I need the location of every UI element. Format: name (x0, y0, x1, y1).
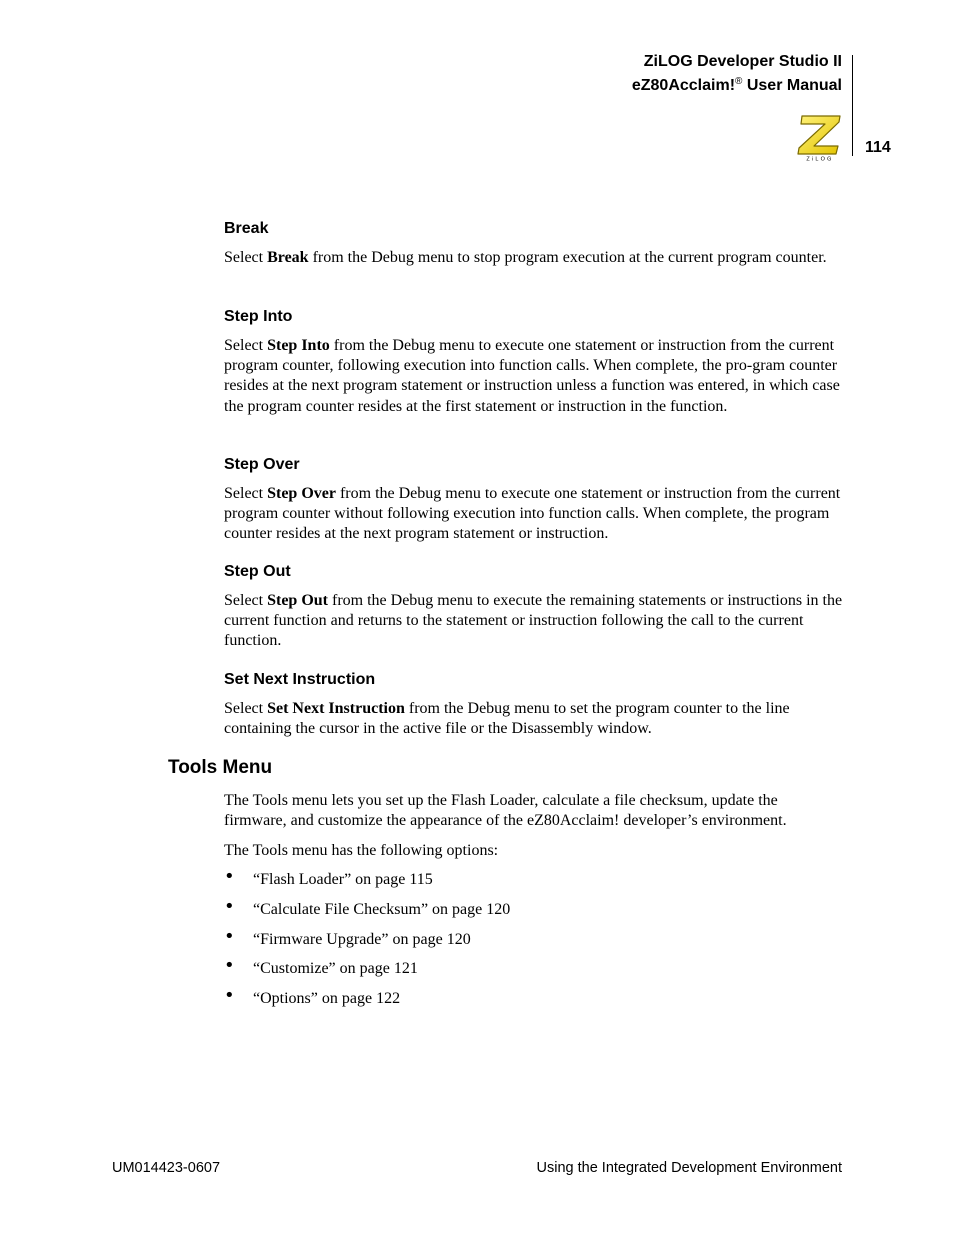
cross-reference-link[interactable]: “Customize” on page 121 (253, 960, 418, 977)
tools-menu-options-lead: The Tools menu has the following options: (224, 842, 499, 859)
header-divider (852, 55, 853, 156)
set-next-menu-item-ref: Set Next Instruction (267, 700, 405, 717)
step-into-menu-item-ref: Step Into (267, 337, 330, 354)
header-title-line2 (632, 72, 842, 96)
bullet-icon: • (224, 896, 235, 917)
step-over-paragraph: Select Step Over from the Debug menu to execute one statement or instruction from the current program counter without following execution into function calls. When complete, the program counter resides at the next program statement or instruction. (224, 485, 841, 543)
cross-reference-link[interactable]: “Flash Loader” on page 115 (253, 871, 433, 888)
step-over-heading: Step Over (224, 456, 300, 473)
step-out-paragraph: Select Step Out from the Debug menu to execute the remaining statements or instructions in the current function and returns to the statement or instruction following the call to the current function. (224, 592, 843, 650)
registered-mark: ® (735, 76, 743, 87)
tools-menu-heading: Tools Menu (168, 757, 273, 778)
cross-reference-link[interactable]: “Options” on page 122 (253, 990, 401, 1007)
step-out-heading: Step Out (224, 563, 291, 580)
break-paragraph: Select Break from the Debug menu to stop program execution at the current program counter. (224, 249, 827, 266)
page-number: 114 (865, 139, 891, 156)
break-menu-item-ref: Break (267, 249, 309, 266)
set-next-instruction-heading: Set Next Instruction (224, 671, 376, 688)
bullet-icon: • (224, 926, 235, 947)
zilog-logo-icon (796, 113, 844, 161)
cross-reference-link[interactable]: “Firmware Upgrade” on page 120 (253, 931, 471, 948)
bullet-icon: • (224, 955, 235, 976)
footer-doc-id: UM014423-0607 (112, 1160, 221, 1176)
logo-wordmark: ZiLOG (806, 156, 834, 161)
bullet-icon: • (224, 985, 235, 1006)
tools-menu-intro: The Tools menu lets you set up the Flash Loader, calculate a file checksum, update the firmware, and customize the appearance of the eZ80Acclaim! developer’s environment. (224, 792, 787, 830)
bullet-icon: • (224, 866, 235, 887)
break-heading: Break (224, 220, 269, 237)
step-over-menu-item-ref: Step Over (267, 485, 336, 502)
step-out-menu-item-ref: Step Out (267, 592, 328, 609)
header-manual-label: User Manual (742, 77, 842, 94)
header-title-line1: ZiLOG Developer Studio II (643, 53, 842, 70)
step-into-heading: Step Into (224, 308, 293, 325)
header-product-name: eZ80Acclaim! (631, 77, 736, 94)
footer-section-title: Using the Integrated Development Environment (536, 1160, 842, 1176)
step-into-paragraph: Select Step Into from the Debug menu to execute one statement or instruction from the current program counter, following execution into function calls. When complete, the pro-gram counter resides at the next program statement or instruction unless a function was entered, in which case the program counter resides at the first statement or instruction in the function. (224, 337, 840, 415)
cross-reference-link[interactable]: “Calculate File Checksum” on page 120 (253, 901, 511, 918)
set-next-instruction-paragraph: Select Set Next Instruction from the Debug menu to set the program counter to the line containing the cursor in the active file or the Disassembly window. (224, 700, 790, 738)
